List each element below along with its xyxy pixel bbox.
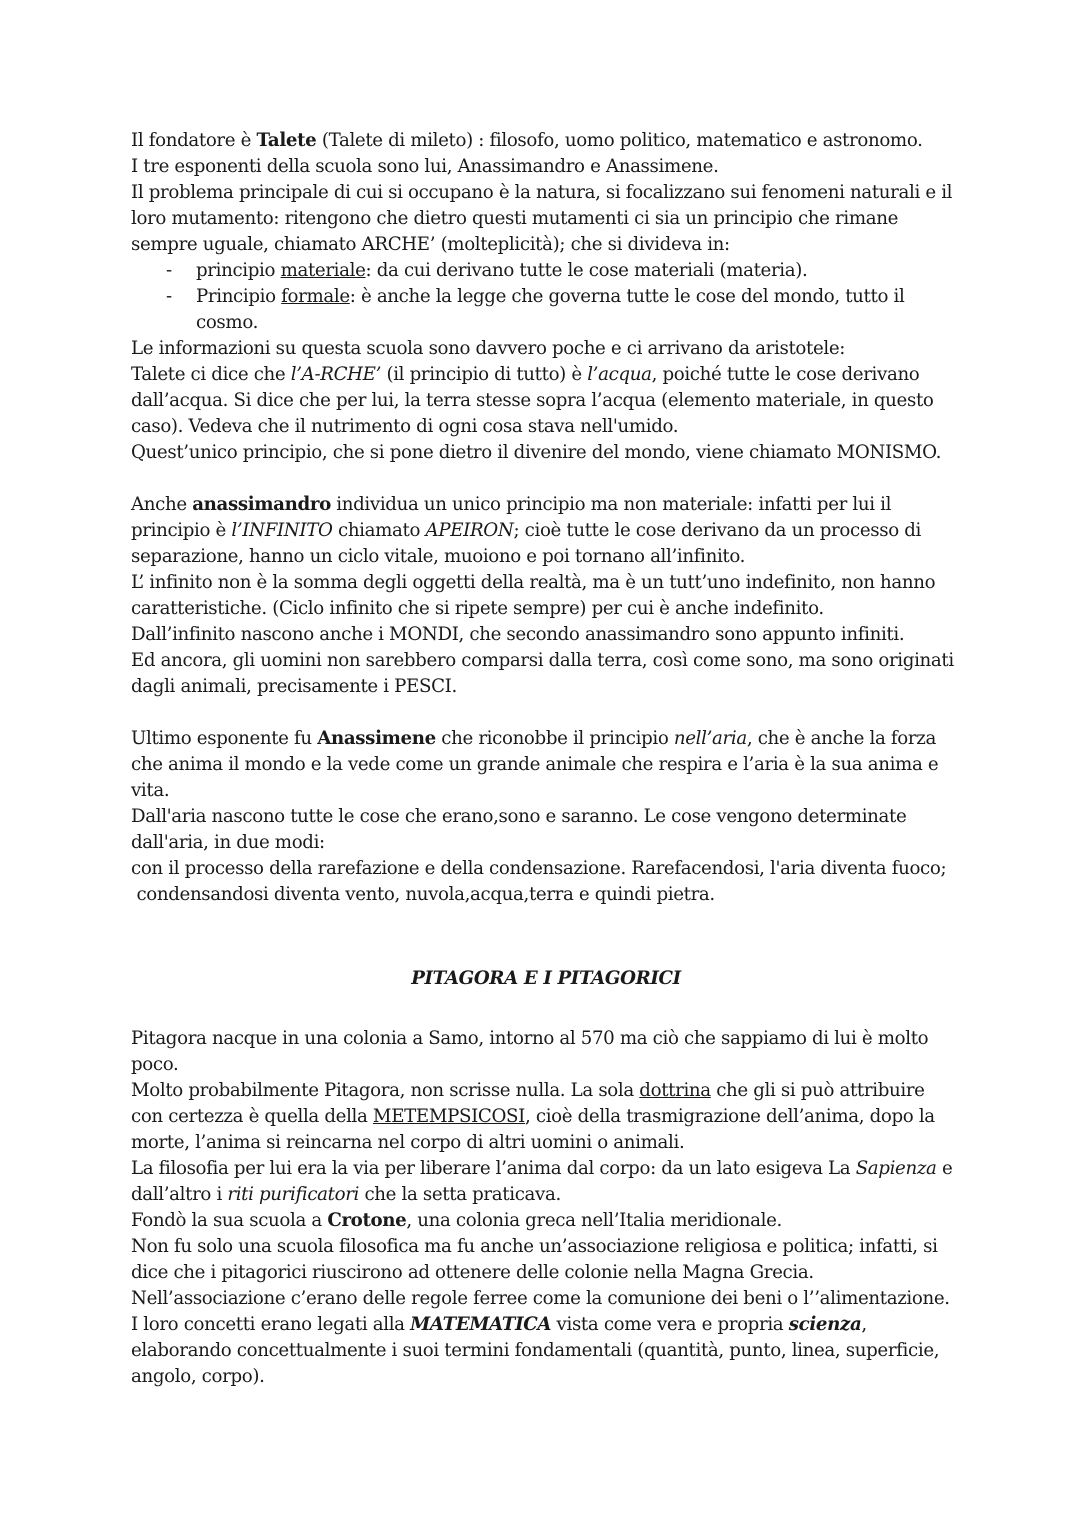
text-run: Ultimo esponente fu [131,728,318,749]
list-item [166,284,961,336]
document-page [131,128,961,1390]
underlined-term: formale [281,286,350,307]
text-run: che riconobbe il principio [435,728,674,749]
text-run: La filosofia per lui era la via per liberare l’anima dal corpo: da un lato esigeva La [131,1158,856,1179]
text-run: Il fondatore è [131,130,257,151]
anassimene-paragraph [131,726,961,804]
dash-bullet: - [166,260,172,281]
talete-paragraph [131,362,961,440]
text-run: : da cui derivano tutte le cose materiali (materia). [365,260,808,281]
regole-paragraph: Nell’associazione c’erano delle regole ferree come la comunione dei beni o l’’alimentazione. [131,1288,950,1309]
rarefazione-paragraph: con il processo della rarefazione e della condensazione. Rarefacendosi, l'aria diventa fuoco; [131,858,947,879]
associazione-paragraph: Non fu solo una scuola filosofica ma fu anche un’associazione religiosa e politica; infatti, si dice che i pitagorici riuscirono ad ottenere delle colonie nella Magna Grecia. [131,1236,938,1283]
text-run: che la setta praticava. [359,1184,561,1205]
dottrina-underlined: dottrina [639,1080,711,1101]
anassimandro-bold: anassimandro [192,494,331,515]
crotone-bold: Crotone [327,1210,407,1231]
anassimandro-paragraph [131,492,961,570]
text-run: : è anche la legge che governa tutte le cose del mondo, tutto il cosmo. [196,286,905,333]
acqua-italic: l’acqua [587,364,652,385]
text-run: I loro concetti erano legati alla [131,1314,411,1335]
matematica-paragraph [131,1312,961,1390]
scienza-bold-italic: scienza [788,1314,862,1335]
text-run: , cioè della trasmigrazione dell’anima, dopo la morte, l’anima si reincarna nel corpo di altri uomini o animali. [131,1106,935,1153]
filosofia-paragraph [131,1156,961,1208]
intro-problem: Il problema principale di cui si occupano è la natura, si focalizzano sui fenomeni naturali e il loro mutamento: ritengono che dietro questi mutamenti ci sia un principio che rimane sempre uguale, chiamato ARCHE’ (molteplicità); che si divideva in: [131,182,953,255]
text-run: Principio [196,286,282,307]
text-run: chiamato [332,520,426,541]
spacer [131,908,961,960]
infinito-paragraph: L’ infinito non è la somma degli oggetti della realtà, ma è un tutt’uno indefinito, non hanno caratteristiche. (Ciclo infinito che si ripete sempre) per cui è anche indefinito. [131,572,936,619]
text-run: Molto probabilmente Pitagora, non scrisse nulla. La sola [131,1080,640,1101]
sapienza-italic: Sapienza [855,1158,937,1179]
section-title: PITAGORA E I PITAGORICI [411,968,681,989]
list-item [166,258,961,284]
text-run: e dall’altro i [131,1158,953,1205]
text-run: Anche [131,494,193,515]
pitagora-birth-paragraph: Pitagora nacque in una colonia a Samo, intorno al 570 ma ciò che sappiamo di lui è molto poco. [131,1028,929,1075]
matematica-bold-italic: MATEMATICA [410,1314,552,1335]
crotone-paragraph [131,1208,961,1234]
text-run: che gli si può attribuire con certezza è quella della [131,1080,925,1127]
text-run: , che è anche la forza che anima il mondo e la vede come un grande animale che respira e l’aria è la sua anima e vita. [131,728,939,801]
pesci-paragraph: Ed ancora, gli uomini non sarebbero comparsi dalla terra, così come sono, ma sono originati dagli animali, precisamente i PESCI. [131,650,954,697]
spacer [131,466,961,492]
text-run: , poiché tutte le cose derivano dall’acqua. Si dice che per lui, la terra stesse sopra l’acqua (elemento materiale, in questo caso). Vedeva che il nutrimento di ogni cosa stava nell'umido. [131,364,934,437]
condensazione-paragraph: condensandosi diventa vento, nuvola,acqua,terra e quindi pietra. [131,884,715,905]
infinito-italic: l’INFINITO [231,520,333,541]
text-run: (Talete di mileto) : filosofo, uomo politico, matematico e astronomo. [316,130,923,151]
intro-exponents: I tre esponenti della scuola sono lui, Anassimandro e Anassimene. [131,156,719,177]
aria-italic: nell’aria [673,728,747,749]
arche-italic: l’A-RCHE’ [290,364,382,385]
arche-list [131,258,961,336]
text-run: Talete ci dice che [131,364,291,385]
talete-bold: Talete [256,130,317,151]
text-run: principio [196,260,281,281]
metempsicosi-underlined: METEMPSICOSI [372,1106,526,1127]
metempsicosi-paragraph [131,1078,961,1156]
text-run: , una colonia greca nell’Italia meridionale. [406,1210,782,1231]
monismo-paragraph: Quest’unico principio, che si pone dietro il divenire del mondo, viene chiamato MONISMO. [131,442,942,463]
aria-paragraph: Dall'aria nascono tutte le cose che erano,sono e saranno. Le cose vengono determinate dall'aria, in due modi: [131,806,907,853]
underlined-term: materiale [280,260,366,281]
text-run: (il principio di tutto) è [381,364,588,385]
text-run: vista come vera e propria [551,1314,789,1335]
sources-paragraph: Le informazioni su questa scuola sono davvero poche e ci arrivano da aristotele: [131,338,846,359]
text-run: Fondò la sua scuola a [131,1210,328,1231]
spacer [131,992,961,1018]
dash-bullet: - [166,286,172,307]
text-run: individua un unico principio ma non materiale: infatti per lui il principio è [131,494,892,541]
spacer [131,700,961,726]
text-run: ; cioè tutte le cose derivano da un processo di separazione, hanno un ciclo vitale, muoiono e poi tornano all’infinito. [131,520,922,567]
apeiron-italic: APEIRON [425,520,514,541]
spacer [131,1018,961,1026]
mondi-paragraph: Dall’infinito nascono anche i MONDI, che secondo anassimandro sono appunto infiniti. [131,624,905,645]
anassimene-bold: Anassimene [317,728,436,749]
intro-founder [131,128,961,154]
text-run: , elaborando concettualmente i suoi termini fondamentali (quantità, punto, linea, superficie, angolo, corpo). [131,1314,940,1387]
riti-italic: riti purificatori [227,1184,360,1205]
